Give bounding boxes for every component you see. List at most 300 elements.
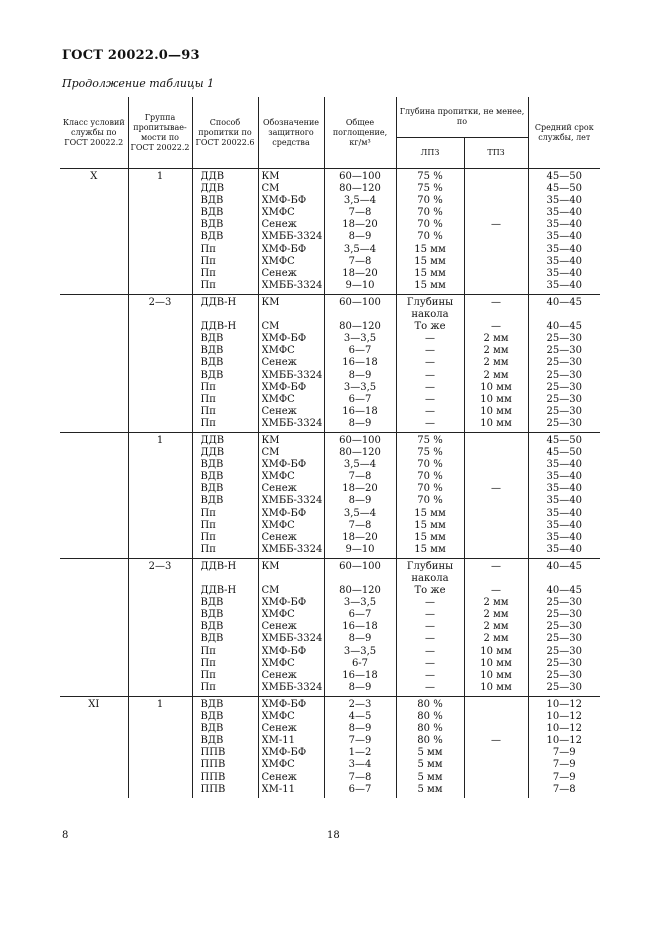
cell-class (60, 432, 128, 558)
cell-line: 80—120 (339, 321, 381, 333)
cell-line: 25—30 (546, 669, 582, 681)
cell-line: КМ (261, 560, 280, 572)
cell-line: Пп (200, 543, 216, 555)
cell-line: 8—9 (348, 495, 372, 507)
cell-agents (258, 558, 324, 696)
cell-line: 15 мм (414, 519, 446, 531)
cell-methods (192, 169, 258, 295)
cell-line: ХМББ-3324 (261, 417, 323, 429)
cell-line: — (491, 219, 501, 231)
cell-line: ХМФС (261, 711, 295, 723)
cell-line: 7—8 (348, 255, 372, 267)
cell-agents (258, 432, 324, 558)
header-depth: Глубина пропитки, не менее, по (396, 97, 528, 138)
cell-line: ВДВ (200, 207, 224, 219)
cell-line: 3—3,5 (343, 381, 377, 393)
cell-line: 35—40 (546, 459, 582, 471)
cell-line: ХМФ-БФ (261, 597, 307, 609)
cell-line (465, 711, 528, 723)
cell-line: 70 % (417, 207, 443, 219)
cell-line: — (491, 483, 501, 495)
cell-line: 40—45 (546, 560, 582, 572)
cell-line: 35—40 (546, 267, 582, 279)
cell-line: 9—10 (345, 543, 375, 555)
cell-line (465, 508, 528, 520)
cell-line: ДДВ (200, 171, 225, 182)
cell-line: 2 мм (483, 333, 509, 345)
cell-line: Пп (200, 255, 216, 267)
cell-life (528, 558, 600, 696)
cell-line: 2 мм (483, 621, 509, 633)
cell-line: 70 % (417, 219, 443, 231)
cell-line: 3,5—4 (343, 459, 377, 471)
cell-line (262, 573, 324, 585)
cell-line: Сенеж (261, 723, 297, 735)
cell-line: КМ (261, 171, 280, 182)
cell-line: 3,5—4 (343, 243, 377, 255)
cell-line: накола (411, 573, 449, 584)
cell-line: Глубины (406, 296, 454, 308)
cell-line: Сенеж (261, 669, 297, 681)
cell-line: — (425, 393, 435, 405)
cell-line: 35—40 (546, 507, 582, 519)
cell-line: — (425, 357, 435, 369)
table-row (60, 696, 600, 797)
cell-lpz (396, 696, 464, 797)
cell-line: ВДВ (200, 735, 224, 747)
cell-life (528, 294, 600, 432)
cell-line: ХМББ-3324 (261, 633, 323, 645)
cell-line: 7—8 (348, 471, 372, 483)
cell-tpz (464, 169, 528, 295)
cell-agents (258, 696, 324, 797)
cell-line (529, 309, 601, 321)
cell-line: 25—30 (546, 681, 582, 693)
cell-line: 80—120 (339, 183, 381, 195)
header-absorption: Общее поглощение, кг/м³ (324, 97, 396, 169)
cell-line: 45—50 (546, 171, 582, 182)
header-agent: Обозначение защитного средства (258, 97, 324, 169)
cell-line: 7—8 (348, 519, 372, 531)
cell-line: 16—18 (342, 357, 378, 369)
cell-line: накола (411, 309, 449, 321)
cell-line: ВДВ (200, 357, 224, 369)
cell-line: 7—8 (552, 783, 576, 795)
cell-agents (258, 169, 324, 295)
cell-line: 25—30 (546, 657, 582, 669)
cell-line: КМ (261, 296, 280, 308)
cell-line: ВДВ (200, 231, 224, 243)
cell-line (465, 244, 528, 256)
cell-line: ХМ-11 (261, 783, 295, 795)
cell-line: ХМФ-БФ (261, 507, 307, 519)
cell-line: 10—12 (546, 698, 582, 710)
cell-line: — (491, 735, 501, 747)
cell-line (325, 573, 396, 585)
cell-line: 10 мм (480, 681, 512, 693)
cell-line: 10 мм (480, 645, 512, 657)
cell-line: 5 мм (417, 783, 443, 795)
cell-line: 7—8 (348, 771, 372, 783)
table-row (60, 294, 600, 432)
cell-line: 35—40 (546, 543, 582, 555)
cell-line: 18—20 (342, 219, 378, 231)
cell-line: 25—30 (546, 333, 582, 345)
cell-line: 2 мм (483, 597, 509, 609)
cell-line: 6—7 (348, 609, 372, 621)
cell-line (201, 309, 258, 321)
cell-line: 15 мм (414, 279, 446, 291)
cell-line: Пп (200, 507, 216, 519)
cell-line: ВДВ (200, 633, 224, 645)
cell-text: 1 (156, 698, 164, 710)
cell-line: 35—40 (546, 243, 582, 255)
header-class: Класс условий службы по ГОСТ 20022.2 (60, 97, 128, 169)
cell-line: 40—45 (546, 296, 582, 308)
cell-line: 15 мм (414, 255, 446, 267)
cell-line: 45—50 (546, 434, 582, 446)
cell-line (201, 573, 258, 585)
cell-line: 6—7 (348, 393, 372, 405)
cell-line: Пп (200, 279, 216, 291)
cell-line: 6-7 (351, 657, 369, 669)
cell-line: 5 мм (417, 771, 443, 783)
cell-line (465, 309, 528, 321)
cell-line (465, 699, 528, 711)
cell-line: 10 мм (480, 657, 512, 669)
cell-line: То же (414, 321, 446, 333)
cell-line (465, 747, 528, 759)
cell-line: 8—9 (348, 723, 372, 735)
cell-line: 2 мм (483, 357, 509, 369)
cell-line: ХМФС (261, 471, 295, 483)
cell-line: 80 % (417, 723, 443, 735)
cell-line: 6—7 (348, 345, 372, 357)
cell-line: Пп (200, 531, 216, 543)
cell-line: 3—3,5 (343, 645, 377, 657)
cell-line: 35—40 (546, 495, 582, 507)
cell-group (128, 294, 192, 432)
header-group: Группа пропитывае-мости по ГОСТ 20022.2 (128, 97, 192, 169)
cell-line: ДДВ-Н (200, 321, 237, 333)
cell-text: 1 (156, 434, 164, 446)
table-row (60, 432, 600, 558)
cell-line: 10 мм (480, 381, 512, 393)
cell-methods (192, 294, 258, 432)
cell-line: — (425, 645, 435, 657)
cell-line: Глубины (406, 560, 454, 572)
cell-line: ХМББ-3324 (261, 231, 323, 243)
cell-text: X (90, 171, 98, 182)
cell-line: ВДВ (200, 471, 224, 483)
cell-line: Пп (200, 417, 216, 429)
cell-methods (192, 696, 258, 797)
cell-line: — (425, 657, 435, 669)
cell-class (60, 558, 128, 696)
cell-line: Сенеж (261, 483, 297, 495)
cell-line (465, 544, 528, 556)
cell-line: — (425, 681, 435, 693)
cell-line: ППВ (200, 747, 226, 759)
cell-line: — (425, 345, 435, 357)
cell-line: 70 % (417, 471, 443, 483)
cell-class (60, 294, 128, 432)
cell-line: ВДВ (200, 195, 224, 207)
cell-line: 2 мм (483, 345, 509, 357)
cell-absorption (324, 432, 396, 558)
cell-line (465, 495, 528, 507)
cell-line (465, 784, 528, 796)
cell-line: Сенеж (261, 771, 297, 783)
cell-line: — (425, 597, 435, 609)
cell-line: 25—30 (546, 345, 582, 357)
cell-line: 15 мм (414, 267, 446, 279)
cell-line: 25—30 (546, 393, 582, 405)
cell-line (465, 447, 528, 459)
cell-line (465, 256, 528, 268)
cell-line: 2 мм (483, 609, 509, 621)
cell-line: ХМФ-БФ (261, 747, 307, 759)
cell-line: 60—100 (339, 560, 381, 572)
cell-line: ДДВ (200, 447, 225, 459)
cell-line: 60—100 (339, 171, 381, 182)
cell-line: 10—12 (546, 723, 582, 735)
cell-line: 25—30 (546, 381, 582, 393)
cell-line: ХМФ-БФ (261, 459, 307, 471)
table-body (60, 169, 600, 798)
cell-line: 7—9 (552, 759, 576, 771)
cell-line: 18—20 (342, 267, 378, 279)
cell-line: ХМББ-3324 (261, 369, 323, 381)
cell-line: Сенеж (261, 405, 297, 417)
cell-absorption (324, 558, 396, 696)
cell-line: 10 мм (480, 417, 512, 429)
cell-line: ХМББ-3324 (261, 279, 323, 291)
cell-line: ВДВ (200, 333, 224, 345)
header-life: Средний срок службы, лет (528, 97, 600, 169)
cell-line: ХМББ-3324 (261, 543, 323, 555)
cell-line (465, 171, 528, 183)
cell-line: ВДВ (200, 483, 224, 495)
cell-line: 15 мм (414, 543, 446, 555)
cell-line: Сенеж (261, 531, 297, 543)
cell-line: 80—120 (339, 447, 381, 459)
cell-line: 1—2 (348, 747, 372, 759)
cell-line: 35—40 (546, 219, 582, 231)
cell-line: 80—120 (339, 585, 381, 597)
cell-line: ХМФС (261, 393, 295, 405)
cell-line: СМ (261, 321, 280, 333)
cell-line: Пп (200, 657, 216, 669)
cell-line: 25—30 (546, 405, 582, 417)
cell-line: 10 мм (480, 669, 512, 681)
cell-line: ХМФ-БФ (261, 195, 307, 207)
cell-line: 16—18 (342, 621, 378, 633)
cell-lpz (396, 432, 464, 558)
cell-life (528, 432, 600, 558)
cell-line: 15 мм (414, 507, 446, 519)
cell-line: 5 мм (417, 747, 443, 759)
cell-line: ХМФС (261, 345, 295, 357)
cell-line: 80 % (417, 698, 443, 710)
cell-line (465, 459, 528, 471)
cell-line: 25—30 (546, 597, 582, 609)
cell-line: То же (414, 585, 446, 597)
cell-line: 3—3,5 (343, 333, 377, 345)
cell-line: ВДВ (200, 219, 224, 231)
cell-methods (192, 558, 258, 696)
cell-line: 15 мм (414, 531, 446, 543)
cell-line: 8—9 (348, 633, 372, 645)
cell-line: — (425, 621, 435, 633)
cell-line: 35—40 (546, 483, 582, 495)
cell-line: 3,5—4 (343, 195, 377, 207)
cell-line: КМ (261, 434, 280, 446)
cell-text: 2—3 (148, 560, 172, 572)
cell-absorption (324, 294, 396, 432)
cell-line: 25—30 (546, 609, 582, 621)
cell-line: Сенеж (261, 357, 297, 369)
cell-line: 75 % (417, 434, 443, 446)
cell-lpz (396, 169, 464, 295)
cell-methods (192, 432, 258, 558)
cell-line: ХМФС (261, 207, 295, 219)
cell-line: 3,5—4 (343, 507, 377, 519)
cell-line: — (425, 417, 435, 429)
cell-line: 40—45 (546, 321, 582, 333)
cell-line: 18—20 (342, 483, 378, 495)
cell-line (465, 573, 528, 585)
cell-text (60, 297, 128, 309)
cell-line (465, 520, 528, 532)
cell-line (465, 532, 528, 544)
cell-line: — (491, 321, 501, 333)
cell-line: ХМББ-3324 (261, 495, 323, 507)
cell-line: 75 % (417, 447, 443, 459)
cell-line: ДДВ-Н (200, 560, 237, 572)
cell-line: 75 % (417, 171, 443, 182)
cell-line: Пп (200, 519, 216, 531)
cell-line: 70 % (417, 231, 443, 243)
cell-line: ХМФ-БФ (261, 381, 307, 393)
cell-line: ППВ (200, 759, 226, 771)
cell-line: ХМФС (261, 759, 295, 771)
cell-line: 7—9 (552, 771, 576, 783)
cell-line: ВДВ (200, 609, 224, 621)
cell-tpz (464, 294, 528, 432)
cell-line: 5 мм (417, 759, 443, 771)
cell-line: 75 % (417, 183, 443, 195)
cell-life (528, 696, 600, 797)
cell-line: СМ (261, 447, 280, 459)
cell-line: ХМФС (261, 657, 295, 669)
cell-line: 25—30 (546, 633, 582, 645)
cell-line: 8—9 (348, 369, 372, 381)
cell-line: — (491, 296, 501, 308)
cell-line (465, 723, 528, 735)
cell-line: ВДВ (200, 723, 224, 735)
cell-line: — (425, 609, 435, 621)
cell-line: Пп (200, 267, 216, 279)
cell-line: 2—3 (348, 698, 372, 710)
cell-line: 25—30 (546, 621, 582, 633)
cell-line (465, 207, 528, 219)
cell-line: — (491, 585, 501, 597)
cell-line: ДДВ-Н (200, 296, 237, 308)
cell-line: 25—30 (546, 417, 582, 429)
cell-line: 70 % (417, 495, 443, 507)
cell-group (128, 432, 192, 558)
cell-line: ХМФС (261, 255, 295, 267)
cell-line: ВДВ (200, 495, 224, 507)
cell-line: 16—18 (342, 405, 378, 417)
cell-line (465, 435, 528, 447)
cell-line: 18—20 (342, 531, 378, 543)
cell-line: ХМФ-БФ (261, 243, 307, 255)
cell-line: 60—100 (339, 296, 381, 308)
cell-line: 40—45 (546, 585, 582, 597)
cell-line: Пп (200, 681, 216, 693)
cell-text: XI (88, 698, 100, 710)
table-row (60, 169, 600, 295)
cell-text (60, 435, 128, 447)
header-lpz: ЛПЗ (396, 138, 464, 169)
cell-line: ДДВ-Н (200, 585, 237, 597)
cell-line: ВДВ (200, 369, 224, 381)
cell-line: 9—10 (345, 279, 375, 291)
cell-line: Пп (200, 405, 216, 417)
cell-line: 35—40 (546, 531, 582, 543)
cell-line: ВДВ (200, 459, 224, 471)
cell-line: ДДВ (200, 183, 225, 195)
cell-line: 70 % (417, 195, 443, 207)
cell-line: 3—4 (348, 759, 372, 771)
cell-line: ВДВ (200, 711, 224, 723)
cell-tpz (464, 432, 528, 558)
table-continuation-caption: Продолжение таблицы 1 (62, 77, 215, 90)
cell-line: СМ (261, 585, 280, 597)
cell-line: 10—12 (546, 711, 582, 723)
table-row (60, 558, 600, 696)
cell-line: 35—40 (546, 519, 582, 531)
cell-line: ВДВ (200, 345, 224, 357)
cell-class (60, 696, 128, 797)
cell-line: 35—40 (546, 231, 582, 243)
page-number-left: 8 (62, 830, 69, 841)
cell-line: 35—40 (546, 279, 582, 291)
cell-line: ХМББ-3324 (261, 681, 323, 693)
header-method: Способ пропитки по ГОСТ 20022.6 (192, 97, 258, 169)
cell-line: Пп (200, 243, 216, 255)
cell-line: 60—100 (339, 434, 381, 446)
cell-line (465, 280, 528, 292)
cell-line: 15 мм (414, 243, 446, 255)
cell-line (465, 231, 528, 243)
cell-lpz (396, 558, 464, 696)
cell-line (465, 195, 528, 207)
cell-line: — (425, 369, 435, 381)
cell-tpz (464, 558, 528, 696)
cell-line: Пп (200, 393, 216, 405)
cell-line: 4—5 (348, 711, 372, 723)
cell-tpz (464, 696, 528, 797)
cell-line: ХМ-11 (261, 735, 295, 747)
cell-line: ХМФ-БФ (261, 645, 307, 657)
impregnation-table (60, 97, 600, 819)
cell-line: ХМФ-БФ (261, 333, 307, 345)
cell-line: ВДВ (200, 698, 224, 710)
cell-line (465, 471, 528, 483)
